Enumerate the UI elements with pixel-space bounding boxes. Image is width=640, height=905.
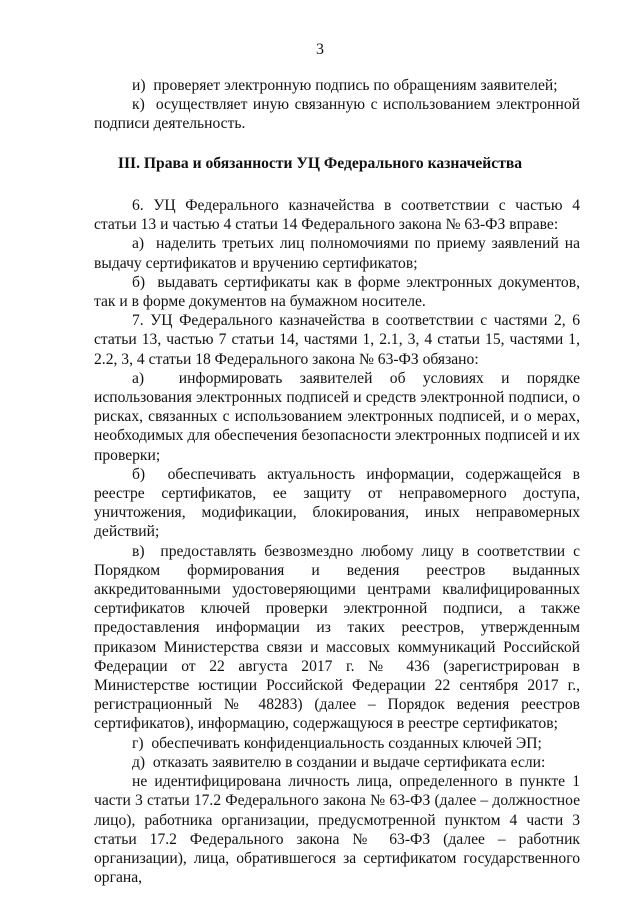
- page-number: 3: [316, 41, 324, 58]
- paragraph-7-d-condition: не идентифицирована личность лица, определенного в пункте 1 части 3 статьи 17.2 Федерального закона № 63-ФЗ (далее – должностное лицо), работника организации, предусмотренной пунктом 4 части 3 статьи 17.2 Федерального закона № 63-ФЗ (далее – работник организации), лица, обратившегося за сертификатом государственного органа,: [94, 773, 580, 887]
- clause-i: и) проверяет электронную подпись по обращениям заявителей;: [132, 77, 558, 94]
- paragraph-6-a: а) наделить третьих лиц полномочиями по приему заявлений на выдачу сертификатов и вручению сертификатов;: [94, 235, 580, 272]
- paragraph-6: 6. УЦ Федерального казначейства в соответствии с частью 4 статьи 13 и частью 4 статьи 14 Федерального закона № 63-ФЗ вправе:: [94, 197, 580, 234]
- paragraph-7-a: а) информировать заявителей об условиях и порядке использования электронных подписей и средств электронной подписи, о рисках, связанных с использованием электронных подписей, и о мерах, необходимых для обеспечения безопасности электронных подписей и их проверки;: [94, 369, 580, 464]
- paragraph-6-b: б) выдавать сертификаты как в форме электронных документов, так и в форме документов на бумажном носителе.: [94, 273, 580, 311]
- paragraph-7-b: б) обеспечивать актуальность информации, содержащейся в реестре сертификатов, ее защиту от неправомерного доступа, уничтожения, модификации, блокирования, иных неправомерных действий;: [94, 465, 580, 541]
- paragraph-7: 7. УЦ Федерального казначейства в соответствии с частями 2, 6 статьи 13, частью 7 статьи 14, частями 1, 2.1, 3, 4 статьи 15, частями 1, 2.2, 3, 4 статьи 18 Федерального закона № 63-ФЗ обязано:: [94, 312, 580, 368]
- section-heading: III. Права и обязанности УЦ Федерального казначейства: [117, 155, 523, 172]
- top-clauses: [94, 76, 580, 134]
- section-body: [94, 196, 580, 887]
- paragraph-7-g: г) обеспечивать конфиденциальность созданных ключей ЭП;: [132, 734, 542, 752]
- paragraph-7-v: в) предоставлять безвозмездно любому лицу в соответствии с Порядком формирования и ведения реестров выданных аккредитованными удостоверяющими центрами квалифицированных сертификатов ключей проверки электронной подписи, а также предоставления информации из таких реестров, утвержденным приказом Министерства связи и массовых коммуникаций Российской Федерации от 22 августа 2017 г. № 436 (зарегистрирован в Министерстве юстиции Российской Федерации 22 сентября 2017 г., регистрационный № 48283) (далее – Порядок ведения реестров сертификатов), информацию, содержащуюся в реестре сертификатов;: [94, 542, 580, 733]
- clause-k: к) осуществляет иную связанную с использованием электронной подписи деятельность.: [94, 96, 580, 133]
- paragraph-7-d: д) отказать заявителю в создании и выдаче сертификата если:: [132, 753, 546, 771]
